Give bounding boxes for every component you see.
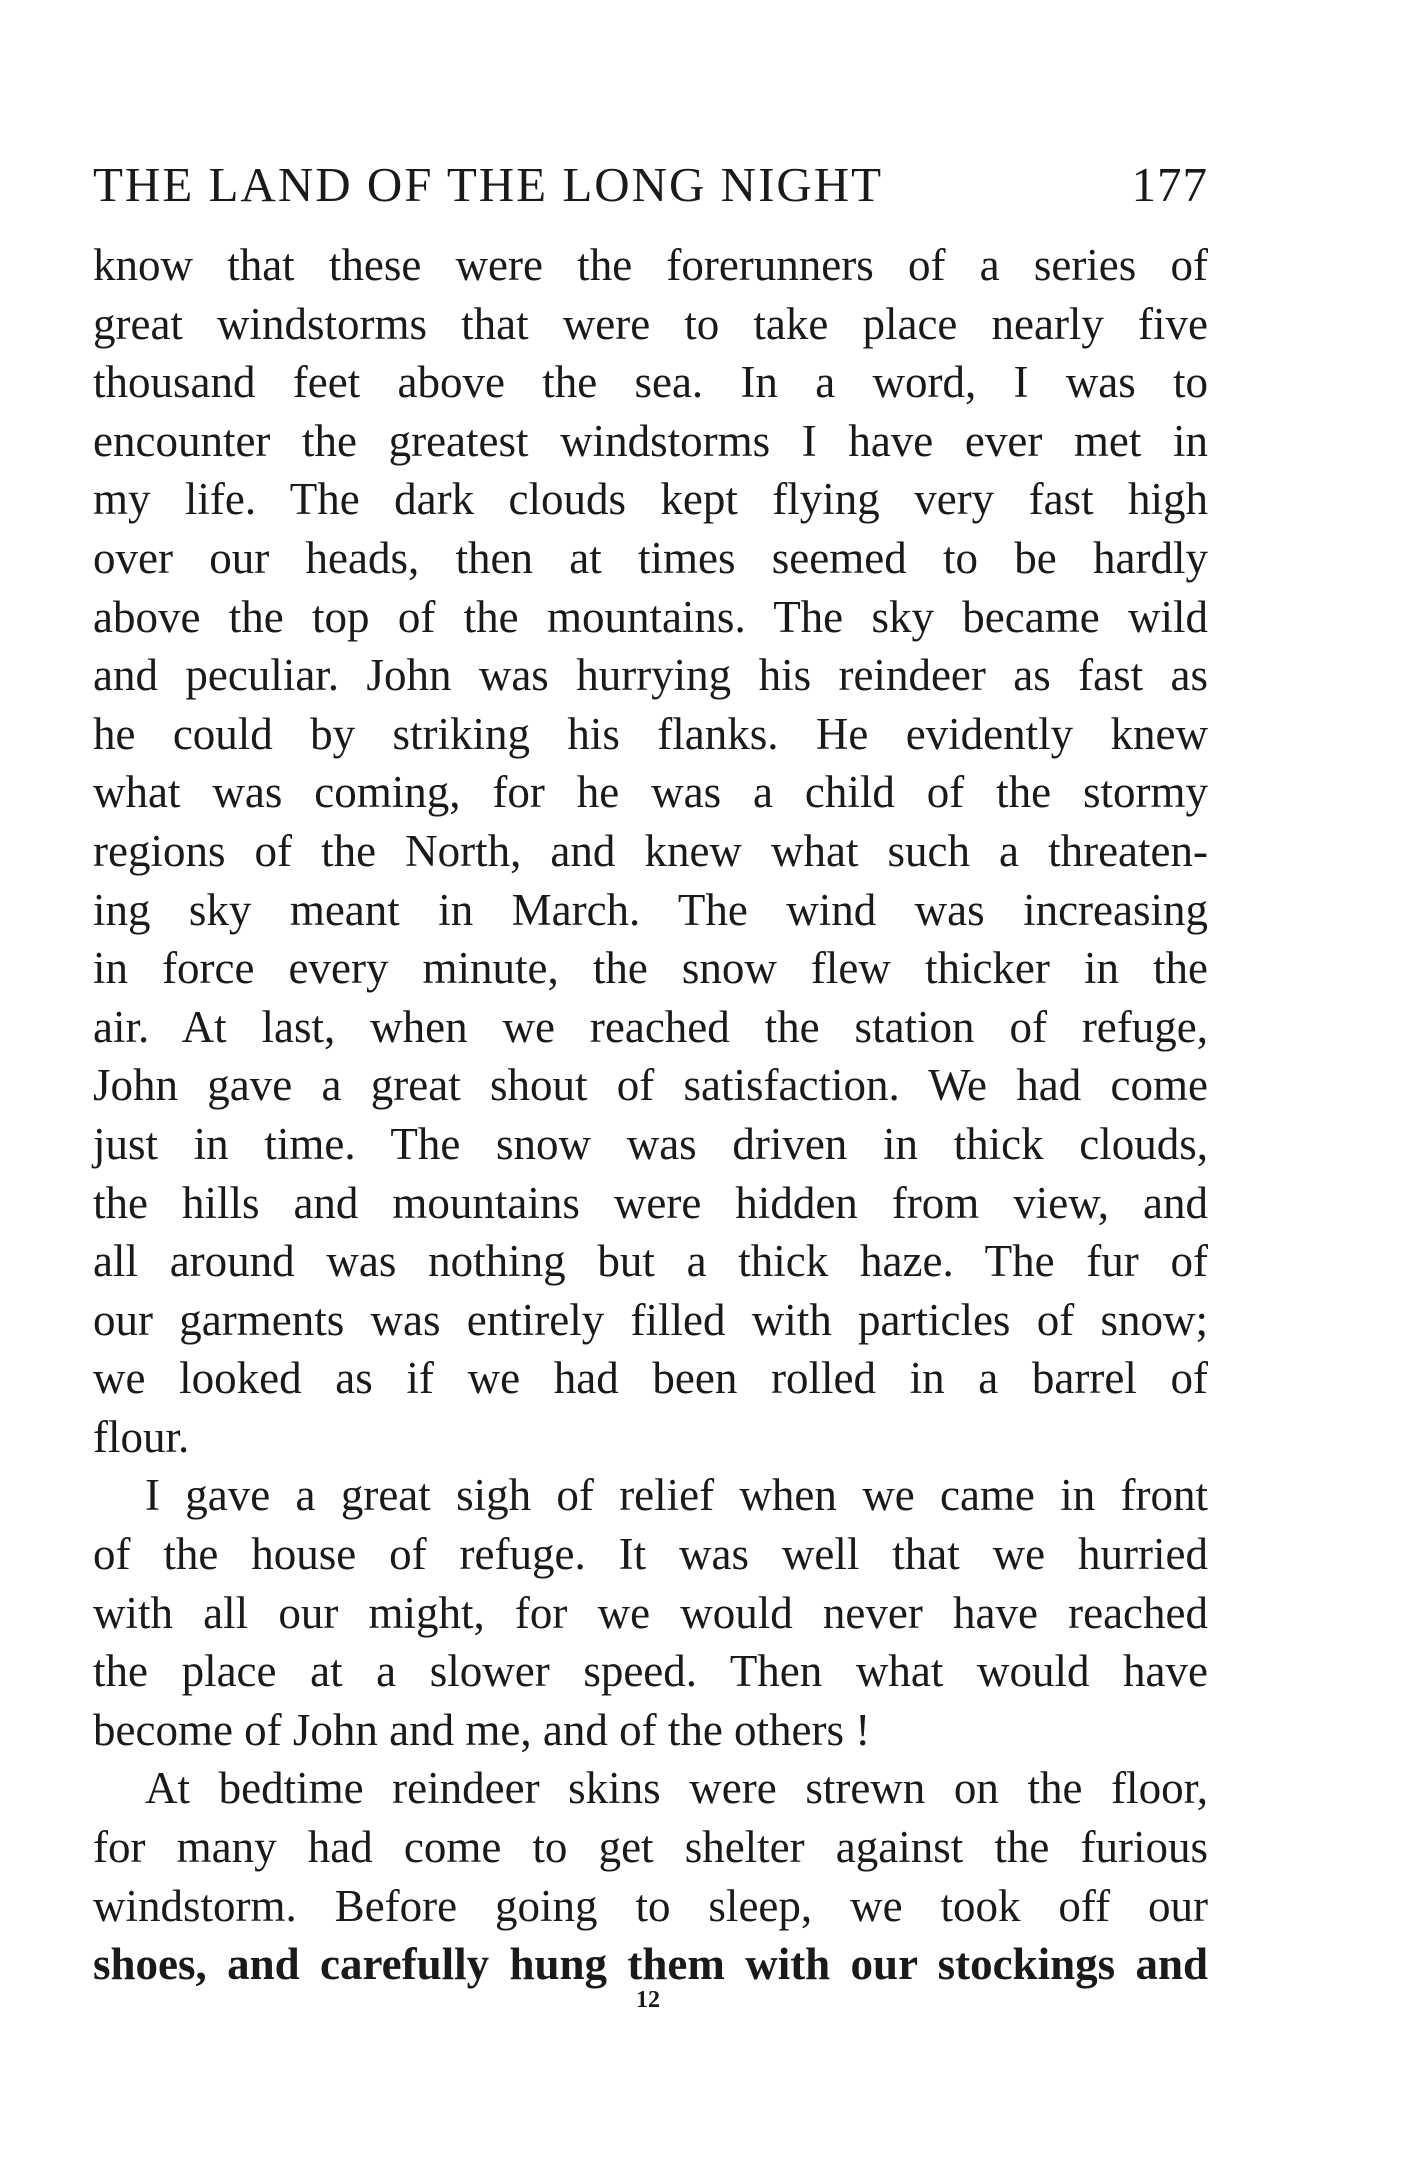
text-line: the place at a slower speed. Then what would have <box>93 1646 1208 1697</box>
text-line: windstorm. Before going to sleep, we took off our <box>93 1880 1208 1931</box>
running-head <box>93 150 1208 220</box>
text-line: air. At last, when we reached the station of refuge, <box>93 1001 1208 1052</box>
paragraph-start-line: At bedtime reindeer skins were strewn on the floor, <box>145 1763 1208 1814</box>
body-text <box>93 236 1208 1994</box>
text-line: and peculiar. John was hurrying his reindeer as fast as <box>93 650 1208 701</box>
text-line: regions of the North, and knew what such a threaten- <box>93 825 1208 876</box>
text-line: over our heads, then at times seemed to be hardly <box>93 532 1208 583</box>
text-line: become of John and me, and of the others ! <box>93 1704 871 1755</box>
text-line: John gave a great shout of satisfaction. We had come <box>93 1060 1208 1111</box>
text-line: the hills and mountains were hidden from view, and <box>93 1177 1208 1228</box>
text-line: ing sky meant in March. The wind was increasing <box>93 884 1208 935</box>
running-title: THE LAND OF THE LONG NIGHT <box>93 157 884 212</box>
text-line: he could by striking his flanks. He evidently knew <box>93 708 1208 759</box>
text-line: thousand feet above the sea. In a word, I was to <box>93 357 1208 408</box>
signature-mark: 12 <box>636 1987 660 2013</box>
text-line: for many had come to get shelter against the furious <box>93 1822 1208 1873</box>
text-line: encounter the greatest windstorms I have ever met in <box>93 415 1208 466</box>
text-line: what was coming, for he was a child of the stormy <box>93 767 1208 818</box>
text-line: know that these were the forerunners of a series of <box>93 240 1208 290</box>
text-line: just in time. The snow was driven in thick clouds, <box>93 1118 1208 1169</box>
text-line: in force every minute, the snow flew thicker in the <box>93 943 1208 994</box>
paragraph-start-line: I gave a great sigh of relief when we came in front <box>145 1470 1208 1521</box>
text-line: we looked as if we had been rolled in a barrel of <box>93 1353 1208 1404</box>
text-line: great windstorms that were to take place nearly five <box>93 298 1208 349</box>
text-line: with all our might, for we would never have reached <box>93 1587 1208 1638</box>
page-number: 177 <box>1131 157 1208 212</box>
text-line: flour. <box>93 1411 190 1462</box>
text-line: all around was nothing but a thick haze. The fur of <box>93 1236 1208 1287</box>
text-line: of the house of refuge. It was well that we hurried <box>93 1529 1208 1580</box>
text-line: shoes, and carefully hung them with our stockings and <box>93 1939 1208 1990</box>
text-line: above the top of the mountains. The sky became wild <box>93 591 1208 642</box>
text-line: my life. The dark clouds kept flying very fast high <box>93 474 1208 525</box>
text-line: our garments was entirely filled with particles of snow; <box>93 1294 1208 1345</box>
